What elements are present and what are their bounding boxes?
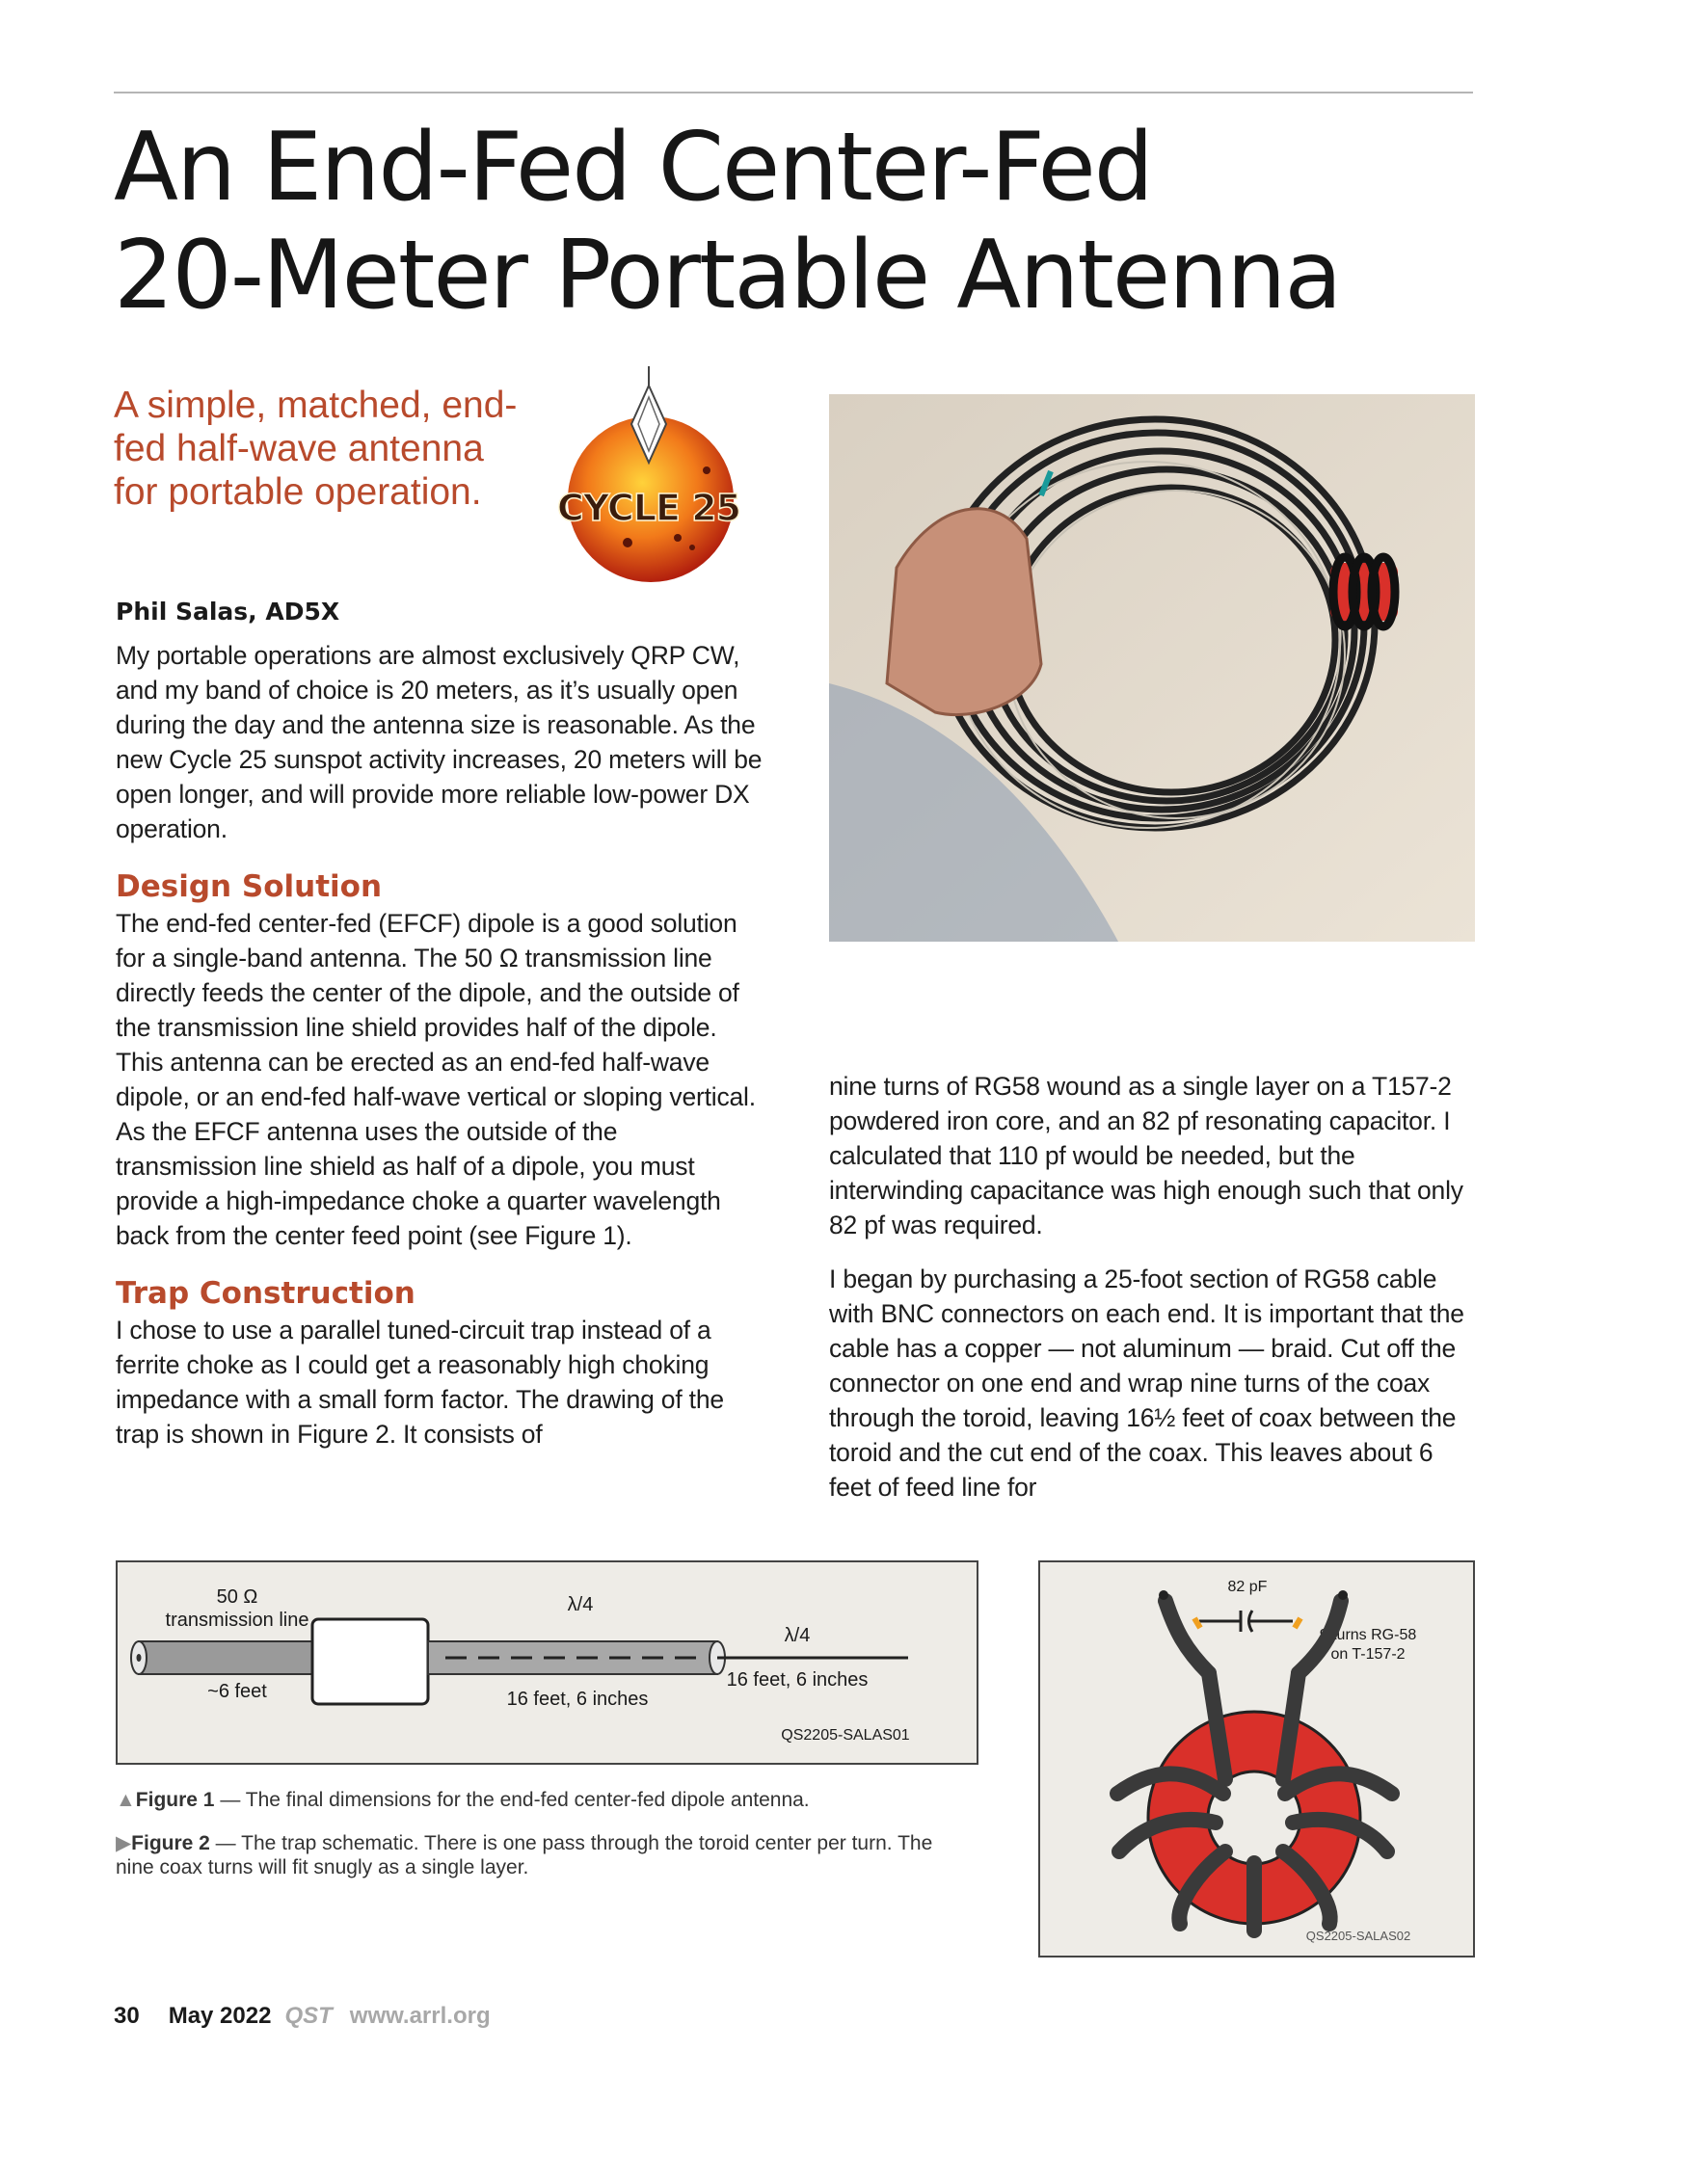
byline: Phil Salas, AD5X bbox=[116, 598, 340, 626]
feed-coax bbox=[131, 1641, 312, 1674]
badge-text: CYCLE 25 bbox=[556, 487, 741, 529]
sunspot bbox=[703, 466, 710, 474]
cycle-25-badge bbox=[533, 364, 764, 586]
section-heading: Design Solution bbox=[116, 869, 383, 904]
section-paragraph: I chose to use a parallel tuned-circuit trap instead of a ferrite choke as I could get a reasonably high choking impedance with a small form factor. The drawing of the trap is shown in Figure 2. It consists of bbox=[116, 1316, 724, 1449]
capacitor-icon bbox=[1199, 1611, 1293, 1632]
title-line-2: 20-Meter Portable Antenna bbox=[114, 221, 1341, 331]
caption-label: Figure 2 bbox=[131, 1832, 210, 1854]
tx-line-label: 50 Ω bbox=[216, 1586, 258, 1608]
body-paragraph: I began by purchasing a 25-foot section of RG58 cable with BNC connectors on each end. It is important that the cable has a copper — not aluminum — braid. Cut off the connector on one end and wrap nine turns of the coax through the toroid, leaving 16½ feet of coax between the toroid and the cut end of the coax. This leaves about 6 feet of feed line for bbox=[829, 1265, 1464, 1502]
turns-label: on T-157-2 bbox=[1330, 1646, 1406, 1663]
caption-text: — The trap schematic. There is one pass through the toroid center per turn. The nine coax turns will fit snugly as a single layer. bbox=[116, 1832, 933, 1878]
intro-paragraph: My portable operations are almost exclusively QRP CW, and my band of choice is 20 meters, as it’s usually open during the day and the antenna size is reasonable. As the new Cycle 25 sunspot activity increases, 20 meters will be open longer, and will provide more reliable low-power DX operation. bbox=[116, 641, 763, 843]
hi-z-choke-box bbox=[312, 1619, 428, 1704]
quarter-wave-coax bbox=[428, 1641, 725, 1674]
antenna-photo bbox=[829, 394, 1475, 942]
sunspot bbox=[623, 538, 632, 547]
section-paragraph: The end-fed center-fed (EFCF) dipole is a good solution for a single-band antenna. The 50 Ω transmission line directly feeds the center of the dipole, and the outside of the transmission line shield provides half of the dipole. This antenna can be erected as an end-fed half-wave dipole, or an end-fed half-wave vertical or sloping vertical. As the EFCF antenna uses the outside of the transmission line shield as half of a dipole, you must provide a high-impedance choke a quarter wavelength back from the center feed point (see Figure 1). bbox=[116, 909, 756, 1250]
article-deck bbox=[114, 384, 538, 514]
tx-line-label: transmission line bbox=[165, 1610, 309, 1631]
caption-label: Figure 1 bbox=[135, 1789, 215, 1811]
figure-2-caption bbox=[116, 1831, 964, 1879]
top-rule bbox=[114, 92, 1473, 93]
feed-length-label: ~6 feet bbox=[207, 1681, 267, 1702]
figure-code: QS2205-SALAS01 bbox=[781, 1727, 910, 1744]
page-footer bbox=[114, 2003, 491, 2030]
magazine-name: QST bbox=[284, 2003, 333, 2029]
issue-date: May 2022 bbox=[168, 2003, 272, 2029]
wire-length-label: 16 feet, 6 inches bbox=[726, 1669, 869, 1691]
figure-1 bbox=[116, 1560, 978, 1765]
body-paragraph: nine turns of RG58 wound as a single layer on a T157-2 powdered iron core, and an 82 pf resonating capacitor. I calculated that 110 pf would be needed, but the interwinding capacitance was high enough such that only 82 pf was required. bbox=[829, 1072, 1463, 1239]
figure-2 bbox=[1038, 1560, 1475, 1958]
cap-label: 82 pF bbox=[1227, 1579, 1268, 1595]
toroid-trap bbox=[1330, 557, 1398, 626]
left-column bbox=[116, 638, 764, 1452]
caption-text: — The final dimensions for the end-fed center-fed dipole antenna. bbox=[214, 1789, 810, 1811]
title-line-1: An End-Fed Center-Fed bbox=[114, 113, 1153, 223]
turns-label: 9 turns RG-58 bbox=[1319, 1627, 1417, 1643]
deck-line-1: A simple, matched, end- bbox=[114, 385, 518, 426]
sunspot bbox=[674, 534, 682, 542]
figure-1-caption bbox=[116, 1788, 964, 1812]
triangle-right-icon: ▶ bbox=[116, 1832, 132, 1854]
lambda-label: λ/4 bbox=[567, 1594, 594, 1615]
article-title bbox=[114, 114, 1463, 330]
figure-2-diagram bbox=[1040, 1562, 1473, 1956]
section-heading: Trap Construction bbox=[116, 1276, 415, 1311]
footer-url: www.arrl.org bbox=[349, 2003, 491, 2029]
deck-line-2: fed half-wave antenna bbox=[114, 428, 484, 469]
page-number: 30 bbox=[114, 2003, 140, 2029]
triangle-up-icon: ▲ bbox=[116, 1789, 136, 1811]
lambda-label: λ/4 bbox=[784, 1625, 811, 1646]
figure-code: QS2205-SALAS02 bbox=[1305, 1929, 1411, 1943]
sunspot bbox=[689, 545, 695, 550]
figure-1-diagram bbox=[118, 1562, 977, 1763]
deck-line-3: for portable operation. bbox=[114, 471, 482, 513]
coax-length-label: 16 feet, 6 inches bbox=[506, 1689, 649, 1710]
right-column bbox=[829, 1069, 1475, 1505]
